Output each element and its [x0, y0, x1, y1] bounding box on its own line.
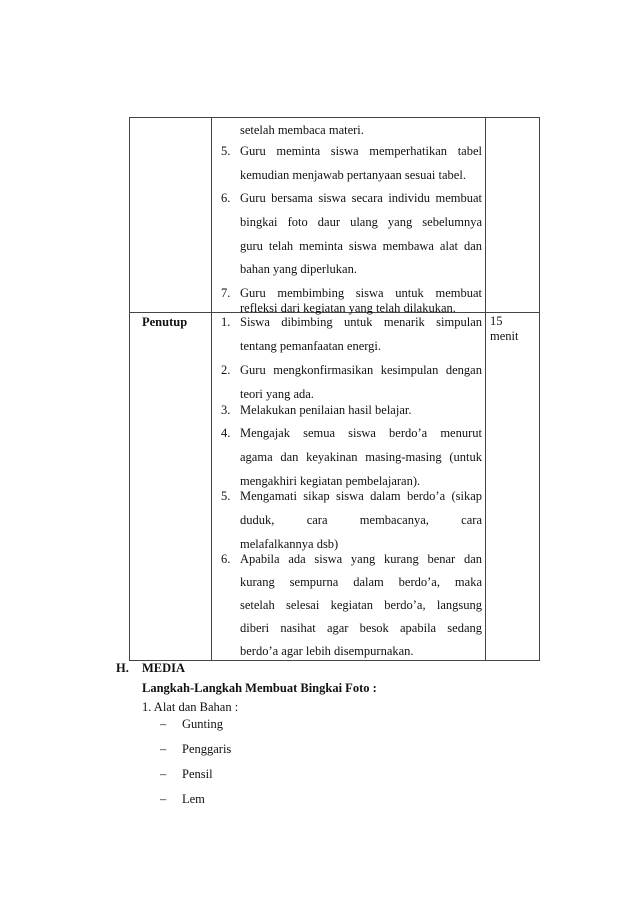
item-line: agama dan keyakinan masing-masing (untuk: [240, 449, 482, 464]
duration-unit: menit: [490, 329, 519, 343]
item-number: 3.: [221, 403, 231, 417]
item-number: 7.: [221, 286, 231, 300]
item-line: berdo’a agar lebih disempurnakan.: [240, 644, 414, 658]
item-line: duduk, cara membacanya, cara: [240, 512, 482, 527]
item-line: bingkai foto daur ulang yang sebelumnya: [240, 214, 482, 229]
list-item: [160, 767, 213, 782]
dash-bullet: –: [160, 792, 167, 806]
section-heading: [116, 661, 185, 676]
column-divider-1: [211, 118, 212, 660]
item-number: 1.: [221, 315, 231, 329]
item-line: refleksi dari kegiatan yang telah dilakukan.: [240, 301, 456, 315]
item-number: 5.: [221, 489, 231, 503]
lesson-activity-table: [129, 117, 540, 661]
item-line: kurang sempurna dalam berdo’a, maka: [240, 575, 482, 589]
item-number: 6.: [221, 191, 231, 205]
item-number: 5.: [221, 144, 231, 158]
dash-bullet: –: [160, 742, 167, 756]
item-line: diberi nasihat agar besok apabila sedang: [240, 621, 482, 635]
item-line: Guru bersama siswa secara individu membuat: [240, 191, 482, 205]
section-letter: H.: [116, 661, 129, 675]
item-line: tentang pemanfaatan energi.: [240, 338, 382, 353]
item-line: mengakhiri kegiatan pembelajaran).: [240, 473, 421, 488]
item-line: kemudian menjawab pertanyaan sesuai tabel.: [240, 167, 466, 182]
list-item-text: Penggaris: [182, 742, 232, 756]
list-item: [160, 792, 205, 807]
list-item-text: Lem: [182, 792, 205, 806]
item-line: teori yang ada.: [240, 386, 314, 401]
item-number: 6.: [221, 552, 231, 566]
section-title: MEDIA: [142, 661, 186, 675]
phase-label-penutup: Penutup: [142, 315, 188, 329]
item-line: bahan yang diperlukan.: [240, 262, 357, 277]
item-number: 4.: [221, 426, 231, 440]
item-line: Guru meminta siswa memperhatikan tabel: [240, 144, 482, 158]
dash-bullet: –: [160, 767, 167, 781]
item-line: guru telah meminta siswa membawa alat dan: [240, 238, 482, 253]
item-line: Melakukan penilaian hasil belajar.: [240, 403, 412, 417]
item-line: Mengajak semua siswa berdo’a menurut: [240, 426, 482, 440]
item-line: Guru membimbing siswa untuk membuat: [240, 286, 482, 300]
item-line: melafalkannya dsb): [240, 536, 339, 551]
list-item: [160, 717, 223, 732]
duration-value: 15: [490, 314, 503, 328]
list-item-text: Pensil: [182, 767, 213, 781]
item-line: Apabila ada siswa yang kurang benar dan: [240, 552, 482, 566]
item-line: Siswa dibimbing untuk menarik simpulan: [240, 315, 482, 329]
item-line: Guru mengkonfirmasikan kesimpulan dengan: [240, 363, 482, 377]
section-subtitle: Langkah-Langkah Membuat Bingkai Foto :: [142, 681, 377, 695]
item-line: Mengamati sikap siswa dalam berdo’a (sikap: [240, 489, 482, 503]
item-line: setelah membaca materi.: [240, 123, 364, 137]
list-item: [160, 742, 231, 757]
duration-cell: [490, 314, 536, 344]
dash-bullet: –: [160, 717, 167, 731]
list-item-text: Gunting: [182, 717, 223, 731]
item-line: setelah selesai kegiatan berdo’a, langsung: [240, 598, 482, 612]
item-number: 2.: [221, 363, 231, 377]
column-divider-2: [485, 118, 486, 660]
materials-list-title: 1. Alat dan Bahan :: [142, 700, 239, 714]
